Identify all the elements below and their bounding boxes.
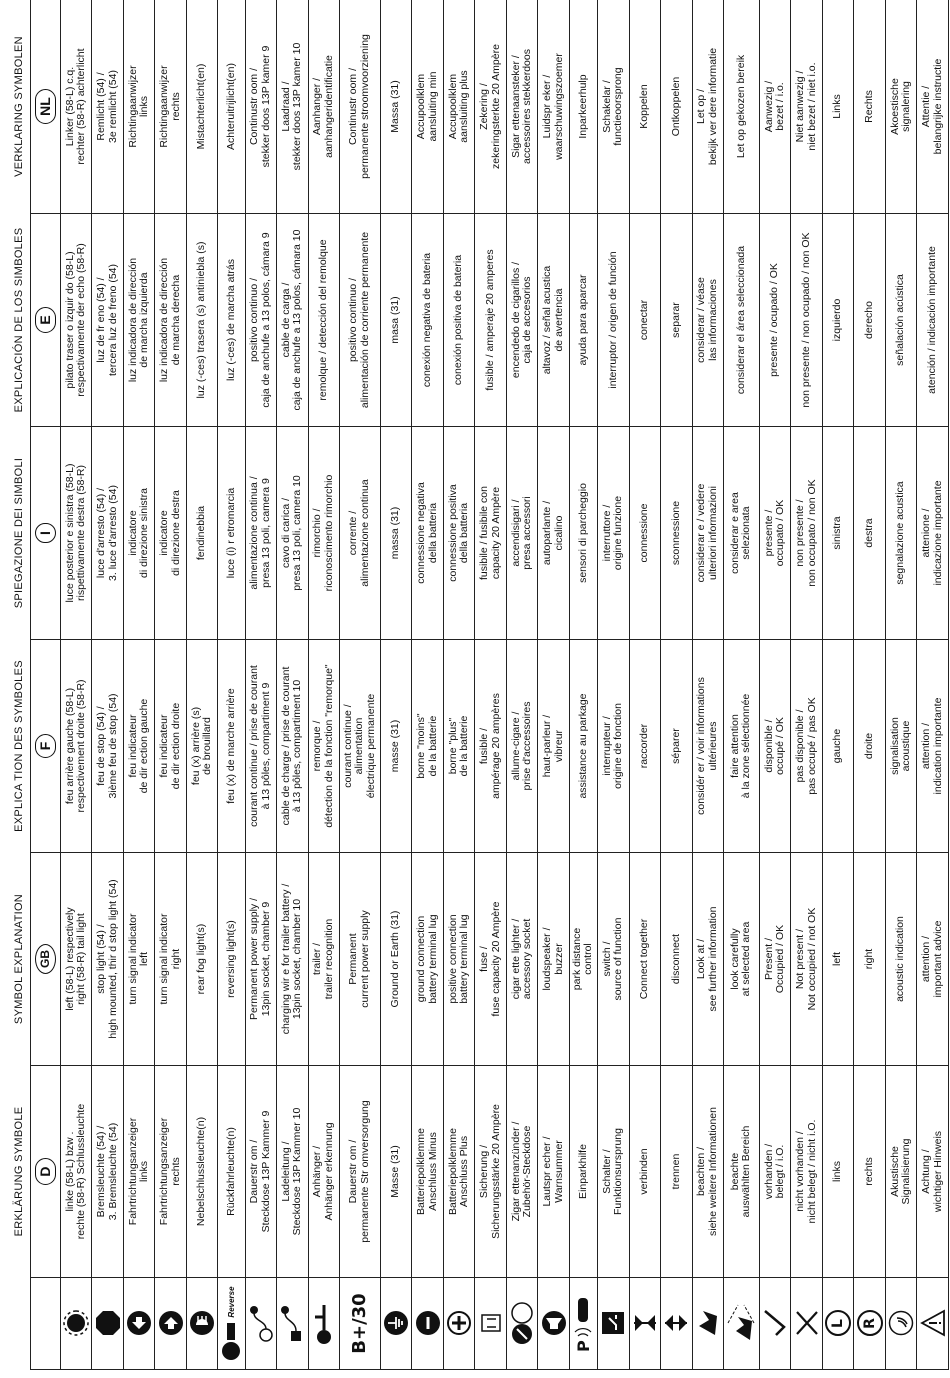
cell-fr: haut-parleur / vibreur: [538, 640, 569, 853]
cell-fr: assistance au parkage: [569, 640, 597, 853]
table-row: [822, 0, 853, 1370]
cell-es: masa (31): [380, 214, 411, 427]
cell-es: atención / indicación importante: [917, 214, 949, 427]
symbol-cell: [506, 1278, 537, 1370]
cell-nl: Laadraad / stekker doos 13P kamer 10: [277, 0, 308, 214]
cell-nl: Zekering / zekeringsterkte 20 Ampère: [475, 0, 506, 214]
battery-plus-icon: [446, 1281, 472, 1366]
selected-area-icon: [726, 1281, 756, 1366]
cell-fr: pas disponible / pas occupé / pas OK: [791, 640, 822, 853]
cell-nl: Richtingaanwijzer rechts: [155, 0, 186, 214]
cell-nl: Accupoolklem aansluiting plus: [443, 0, 474, 214]
cell-gb: ground connection battery terminal lug: [412, 853, 443, 1066]
cell-fr: attention / indication importante: [917, 640, 949, 853]
cell-gb: positive connection battery terminal lug: [443, 853, 474, 1066]
cell-nl: Let op gekozen bereik: [724, 0, 760, 214]
charging-plug-icon: [279, 1281, 305, 1366]
cell-de: Schalter / Funktionsursprung: [598, 1066, 629, 1278]
cell-it: sinistra: [822, 427, 853, 640]
symbol-cell: [218, 1278, 245, 1370]
symbol-cell: [598, 1278, 629, 1370]
checkmark-icon: [762, 1281, 788, 1366]
cell-de: Rückfahrleuchte(n): [218, 1066, 245, 1278]
cell-nl: Richtingaanwijzer links: [123, 0, 154, 214]
cell-it: attenione / indicazione importante: [917, 427, 949, 640]
cell-de: rechts: [854, 1066, 885, 1278]
table-row: [218, 0, 245, 1370]
symbol-legend-sheet: [8, 0, 949, 1370]
symbol-cell: [854, 1278, 885, 1370]
cell-it: indicatore di direzione sinistra: [123, 427, 154, 640]
svg-text:P: P: [574, 1340, 594, 1353]
cell-gb: fuse / fuse capacity 20 Ampère: [475, 853, 506, 1066]
cell-de: beachten / siehe weitere Informationen: [692, 1066, 723, 1278]
header-code-de: [31, 1066, 61, 1278]
cell-fr: raccorder: [629, 640, 660, 853]
fog-light-icon: [189, 1281, 215, 1366]
cell-gb: trailer / trailer recognition: [308, 853, 339, 1066]
cell-de: Einparkhilfe: [569, 1066, 597, 1278]
cell-de: verbinden: [629, 1066, 660, 1278]
symbol-cell: [412, 1278, 443, 1370]
speaker-icon: [541, 1281, 567, 1366]
header-title-nl: VERKLARING SYMBOLEN: [8, 0, 31, 214]
cell-nl: Massa (31): [380, 0, 411, 214]
cell-es: altavoz / señal acustica de avertencia: [538, 214, 569, 427]
cell-fr: feu (x) de marche arrière: [218, 640, 245, 853]
header-code-it: [31, 427, 61, 640]
table-row: [475, 0, 506, 1370]
cell-it: connessione positiva della batteria: [443, 427, 474, 640]
cell-es: conexión positiva de bateria: [443, 214, 474, 427]
cell-es: considerar / véase las informaciones: [692, 214, 723, 427]
cell-nl: Sigar ettenaansteker / accessoires stekkerdoos: [506, 0, 537, 214]
table-row: [61, 0, 92, 1370]
cell-gb: charging wir e for trailer battery / 13pin socket, chamber 10: [277, 853, 308, 1066]
symbol-cell: [759, 1278, 790, 1370]
table-row: [629, 0, 660, 1370]
cell-nl: Remlicht (54) / 3e remlicht (54): [92, 0, 123, 214]
cell-es: presente / ocupado / OK: [759, 214, 790, 427]
table-row: [791, 0, 822, 1370]
cell-es: derecho: [854, 214, 885, 427]
country-badge-gb: GB: [35, 944, 56, 974]
cell-gb: Not present / Not occupied / not OK: [791, 853, 822, 1066]
symbol-cell: [245, 1278, 276, 1370]
cell-gb: Permanent power supply / 13pin socket, chamber 9: [245, 853, 276, 1066]
cell-fr: masse (31): [380, 640, 411, 853]
table-row: [661, 0, 692, 1370]
cell-de: Zigar ettenanzünder / Zubehör-Steckdose: [506, 1066, 537, 1278]
battery-plus-30-icon: [349, 1281, 370, 1366]
cell-gb: rear fog light(s): [186, 853, 217, 1066]
cell-nl: Attentie / belangrijke instructie: [917, 0, 949, 214]
cell-nl: Akoestische signalering: [885, 0, 916, 214]
icon-label: R: [857, 1311, 883, 1337]
cell-es: cable de carga / caja de anchufe a 13 polos, cámara 10: [277, 214, 308, 427]
ground-icon: [383, 1281, 409, 1366]
fuse-icon: [478, 1281, 504, 1366]
cell-gb: switch / source of function: [598, 853, 629, 1066]
symbol-cell: [308, 1278, 339, 1370]
cell-it: connessione negativa della batteria: [412, 427, 443, 640]
table-row: [724, 0, 760, 1370]
cell-it: autoparlante / cicalino: [538, 427, 569, 640]
cell-es: positivo continuo / caja de anchufe a 13 polos, cámara 9: [245, 214, 276, 427]
symbol-cell: [277, 1278, 308, 1370]
cell-it: luce posterior e sinistra (58-L) rispettivamente destra (58-R): [61, 427, 92, 640]
connect-icon: [632, 1281, 658, 1366]
table-row: [277, 0, 308, 1370]
cell-fr: signalisation acoustique: [885, 640, 916, 853]
symbol-cell: [475, 1278, 506, 1370]
cell-it: destra: [854, 427, 885, 640]
cell-es: encendedo de cigarillos / caja de accesorios: [506, 214, 537, 427]
warning-triangle-icon: [920, 1281, 946, 1366]
cell-it: presente / occupato / OK: [759, 427, 790, 640]
circle-l-icon: [825, 1281, 851, 1366]
cell-fr: feu (x) arrière (s) de brouillard: [186, 640, 217, 853]
cell-it: interruttore / origine funzione: [598, 427, 629, 640]
header-title-blank: [8, 1278, 31, 1370]
symbol-cell: [123, 1278, 154, 1370]
cell-nl: Accupoolklem aansluiting min: [412, 0, 443, 214]
country-badge-f: F: [35, 734, 56, 759]
header-code-blank: [31, 1278, 61, 1370]
table-row: [308, 0, 339, 1370]
cell-nl: Continustr oom / stekker doos 13P kamer 9: [245, 0, 276, 214]
cell-fr: feu de stop (54) / 3ième feu de stop (54): [92, 640, 123, 853]
symbol-cell: [155, 1278, 186, 1370]
acoustic-icon: [888, 1281, 914, 1366]
cell-es: separar: [661, 214, 692, 427]
cell-de: Bremsleuchte (54) / 3. Bremsleuchte (54): [92, 1066, 123, 1278]
cell-de: Fahrtrichtungsanzeiger rechts: [155, 1066, 186, 1278]
cell-it: fusibile / fusibile con capacity 20 Ampère: [475, 427, 506, 640]
country-badge-e: E: [35, 307, 56, 332]
symbol-cell: [538, 1278, 569, 1370]
cell-gb: left: [822, 853, 853, 1066]
header-code-es: [31, 214, 61, 427]
cell-gb: turn signal indicator right: [155, 853, 186, 1066]
table-row: [759, 0, 790, 1370]
cell-de: Anhänger / Anhänger erkennung: [308, 1066, 339, 1278]
cell-gb: stop light (54) / high mounted, thir d stop light (54): [92, 853, 123, 1066]
cell-gb: acoustic indication: [885, 853, 916, 1066]
icon-label: Reverse: [226, 1286, 236, 1318]
look-at-icon: [695, 1281, 721, 1366]
cell-es: señalación acústica: [885, 214, 916, 427]
cell-es: non presente / non ocupado / non OK: [791, 214, 822, 427]
cell-it: segnalazione acustica: [885, 427, 916, 640]
table-row: [443, 0, 474, 1370]
cell-it: cavo di carica / presa 13 poli, camera 10: [277, 427, 308, 640]
cell-gb: loudspeaker / buzzer: [538, 853, 569, 1066]
cell-gb: Present / Occupied / OK: [759, 853, 790, 1066]
cell-es: conexión negativa de bateria: [412, 214, 443, 427]
cell-es: fusible / amperaje 20 amperes: [475, 214, 506, 427]
icon-label: L: [825, 1311, 851, 1337]
header-title-gb: SYMBOL EXPLANATION: [8, 853, 31, 1066]
symbol-cell: [380, 1278, 411, 1370]
caravan-plug-icon: [248, 1281, 274, 1366]
cell-fr: borne "moins" de la batterie: [412, 640, 443, 853]
country-badge-d: D: [35, 1158, 56, 1184]
cell-it: connessione: [629, 427, 660, 640]
table-row: [412, 0, 443, 1370]
cell-it: fendinebbia: [186, 427, 217, 640]
header-title-de: ERKLÄRUNG SYMBOLE: [8, 1066, 31, 1278]
table-row: [598, 0, 629, 1370]
cell-es: luz indicadora de dirección de marcha derecha: [155, 214, 186, 427]
cell-fr: feu indicateur de dir ection gauche: [123, 640, 154, 853]
cell-de: beachte auswählten Bereich: [724, 1066, 760, 1278]
symbol-cell: [917, 1278, 949, 1370]
battery-minus-icon: [415, 1281, 441, 1366]
switch-icon: [600, 1281, 626, 1366]
cell-de: Fahrtrichtungsanzeiger links: [123, 1066, 154, 1278]
cell-nl: Luidspr eker / waarschuwingszoemer: [538, 0, 569, 214]
header-code-gb: [31, 853, 61, 1066]
park-assist-icon: [572, 1281, 594, 1366]
cigarette-lighter-icon: [509, 1281, 535, 1366]
symbol-cell: [629, 1278, 660, 1370]
cell-es: remolque / detección del remolque: [308, 214, 339, 427]
cell-de: Sicherung / Sicherungsstärke 20 Ampère: [475, 1066, 506, 1278]
cell-gb: attention / important advice: [917, 853, 949, 1066]
cell-it: luce d'arresto (54) / 3. luce d'arresto (54): [92, 427, 123, 640]
cell-de: Ladeleitung / Steckdose 13P Kammer 10: [277, 1066, 308, 1278]
symbol-cell: [443, 1278, 474, 1370]
cell-fr: gauche: [822, 640, 853, 853]
cell-es: luz (-ces) trasera (s) antiniebla (s): [186, 214, 217, 427]
cell-de: Nebelschlussleuchte(n): [186, 1066, 217, 1278]
cell-fr: disponible / occupé / OK: [759, 640, 790, 853]
cell-fr: feu arrière gauche (58-L) respectivement droite (58-R): [61, 640, 92, 853]
symbol-table: [8, 0, 949, 1370]
side-light-icon: [63, 1281, 89, 1366]
header-title-row: [8, 0, 31, 1370]
disconnect-icon: [663, 1281, 689, 1366]
symbol-cell: [661, 1278, 692, 1370]
cell-it: considerar e / vedere ulteriori informazioni: [692, 427, 723, 640]
cell-nl: Rechts: [854, 0, 885, 214]
cell-es: luz (-ces) de marcha atrás: [218, 214, 245, 427]
symbol-cell: [340, 1278, 381, 1370]
cell-it: alimentazione continua / presa 13 poli, camera 9: [245, 427, 276, 640]
table-row: [506, 0, 537, 1370]
cell-gb: look carefully at selected area: [724, 853, 760, 1066]
reverse-light-icon: [220, 1281, 242, 1366]
cell-fr: feu indicateur de dir ection droite: [155, 640, 186, 853]
cell-fr: séparer: [661, 640, 692, 853]
cell-fr: remorque / détection de la fonction "remorque": [308, 640, 339, 853]
table-row: [245, 0, 276, 1370]
header-code-nl: [31, 0, 61, 214]
table-row: [186, 0, 217, 1370]
cell-gb: left (58-L) respectively right (58-R) tail light: [61, 853, 92, 1066]
header-code-row: [31, 0, 61, 1370]
cell-es: ayuda para aparcar: [569, 214, 597, 427]
table-row: [885, 0, 916, 1370]
country-badge-i: I: [35, 523, 56, 543]
cell-de: trennen: [661, 1066, 692, 1278]
cell-de: vorhanden / belegt / i.O.: [759, 1066, 790, 1278]
cell-gb: park distance control: [569, 853, 597, 1066]
stop-icon: [95, 1281, 121, 1366]
cell-gb: cigar ette lighter / accessory socket: [506, 853, 537, 1066]
cell-it: non presente / non occupato / non OK: [791, 427, 822, 640]
cell-nl: Schakelar / functieoorsprong: [598, 0, 629, 214]
cell-gb: Look at / see further information: [692, 853, 723, 1066]
symbol-cell: [186, 1278, 217, 1370]
cell-es: luz de fr eno (54) / tercera luz de freno (54): [92, 214, 123, 427]
cell-de: Masse (31): [380, 1066, 411, 1278]
symbol-cell: [569, 1278, 597, 1370]
cell-fr: courant continue / prise de courant à 13 pôles, compartiment 9: [245, 640, 276, 853]
table-row: [123, 0, 154, 1370]
cross-icon: [794, 1281, 820, 1366]
cell-fr: faire attention à la zone sélectionnée: [724, 640, 760, 853]
cell-nl: Continustr oom / permanente stroomvoorziening: [340, 0, 381, 214]
cell-de: links: [822, 1066, 853, 1278]
cell-nl: Koppelen: [629, 0, 660, 214]
cell-nl: Ontkoppelen: [661, 0, 692, 214]
cell-es: pilato traser o izquir do (58-L) respectivamente der echo (58-R): [61, 214, 92, 427]
cell-it: indicatore di direzione destra: [155, 427, 186, 640]
cell-nl: Achteruitrijlicht(en): [218, 0, 245, 214]
table-row: [692, 0, 723, 1370]
symbol-cell: [791, 1278, 822, 1370]
table-row: [854, 0, 885, 1370]
table-row: [155, 0, 186, 1370]
cell-gb: Ground or Earth (31): [380, 853, 411, 1066]
cell-es: conectar: [629, 214, 660, 427]
cell-fr: droite: [854, 640, 885, 853]
symbol-cell: [822, 1278, 853, 1370]
symbol-cell: [885, 1278, 916, 1370]
symbol-cell: [61, 1278, 92, 1370]
cell-es: interruptor / origen de función: [598, 214, 629, 427]
cell-de: Dauerstr om / permanente Str omversorgung: [340, 1066, 381, 1278]
table-row: [380, 0, 411, 1370]
cell-gb: right: [854, 853, 885, 1066]
header-code-fr: [31, 640, 61, 853]
cell-it: rimorchio / riconoscimento rimorchio: [308, 427, 339, 640]
cell-nl: Let op / bekijk ver dere informatie: [692, 0, 723, 214]
cell-nl: Niet aanwezig / niet bezet / niet i.o.: [791, 0, 822, 214]
cell-de: Akustische Signalisierung: [885, 1066, 916, 1278]
symbol-cell: [92, 1278, 123, 1370]
cell-gb: disconnect: [661, 853, 692, 1066]
cell-fr: considér er / voir informations ultérieures: [692, 640, 723, 853]
circle-r-icon: [857, 1281, 883, 1366]
cell-fr: interrupteur / origine de fonction: [598, 640, 629, 853]
cell-gb: Permanent current power supply: [340, 853, 381, 1066]
icon-label: B+/30: [349, 1293, 371, 1354]
cell-it: corrente / alimentazione continua: [340, 427, 381, 640]
cell-it: accendisigari / presa accessori: [506, 427, 537, 640]
cell-es: considerar el área seleccionada: [724, 214, 760, 427]
cell-fr: borne "plus" de la batterie: [443, 640, 474, 853]
cell-fr: fusible / ampérage 20 ampères: [475, 640, 506, 853]
cell-de: Lautspr echer / Warnsummer: [538, 1066, 569, 1278]
header-title-es: EXPLICACIÓN DE LOS SIMBOLES: [8, 214, 31, 427]
symbol-cell: [724, 1278, 760, 1370]
table-row: [340, 0, 381, 1370]
cell-de: linke (58-L) bzw . rechte (58-R) Schlussleuchte: [61, 1066, 92, 1278]
turn-left-icon: [126, 1281, 152, 1366]
cell-it: considerar e area selezionata: [724, 427, 760, 640]
cell-nl: Links: [822, 0, 853, 214]
cell-es: luz indicadora de dirección de marcha izquierda: [123, 214, 154, 427]
cell-fr: allume-cigare / prise d'accessoires: [506, 640, 537, 853]
cell-de: Achtung / wichtiger Hinweis: [917, 1066, 949, 1278]
cell-nl: Aanwezig / bezet / i.o.: [759, 0, 790, 214]
cell-nl: Mistachterlicht(en): [186, 0, 217, 214]
cell-es: positivo continuo / alimentación de corriente permanente: [340, 214, 381, 427]
cell-nl: Linker (58-L) c.q. rechter (58-R) achterlicht: [61, 0, 92, 214]
table-row: [569, 0, 597, 1370]
cell-de: Dauerstr om / Steckdose 13P Kammer 9: [245, 1066, 276, 1278]
trailer-recognition-icon: [311, 1281, 337, 1366]
cell-gb: Connect together: [629, 853, 660, 1066]
cell-fr: courant continue / alimentation électrique permanente: [340, 640, 381, 853]
country-badge-nl: NL: [35, 89, 56, 124]
cell-es: izquierdo: [822, 214, 853, 427]
cell-nl: Aanhanger / aanhangeridentificatie: [308, 0, 339, 214]
header-title-it: SPIEGAZIONE DEI SIMBOLI: [8, 427, 31, 640]
table-row: [92, 0, 123, 1370]
cell-de: nicht vorhanden / nicht belegt / nicht i.O.: [791, 1066, 822, 1278]
cell-it: luce (i) r etromarcia: [218, 427, 245, 640]
cell-gb: turn signal indicator left: [123, 853, 154, 1066]
cell-it: sensori di parcheggio: [569, 427, 597, 640]
cell-de: Batteriepolklemme Anschluss Minus: [412, 1066, 443, 1278]
header-title-fr: EXPLICA TION DES SYMBOLES: [8, 640, 31, 853]
cell-nl: Inparkeerhulp: [569, 0, 597, 214]
table-row: [917, 0, 949, 1370]
turn-right-icon: [158, 1281, 184, 1366]
symbol-cell: [692, 1278, 723, 1370]
cell-de: Batteriepolklemme Anschluss Plus: [443, 1066, 474, 1278]
cell-it: sconnessione: [661, 427, 692, 640]
cell-it: massa (31): [380, 427, 411, 640]
table-row: [538, 0, 569, 1370]
cell-gb: reversing light(s): [218, 853, 245, 1066]
cell-fr: cable de charge / prise de courant à 13 pôles, compartiment 10: [277, 640, 308, 853]
